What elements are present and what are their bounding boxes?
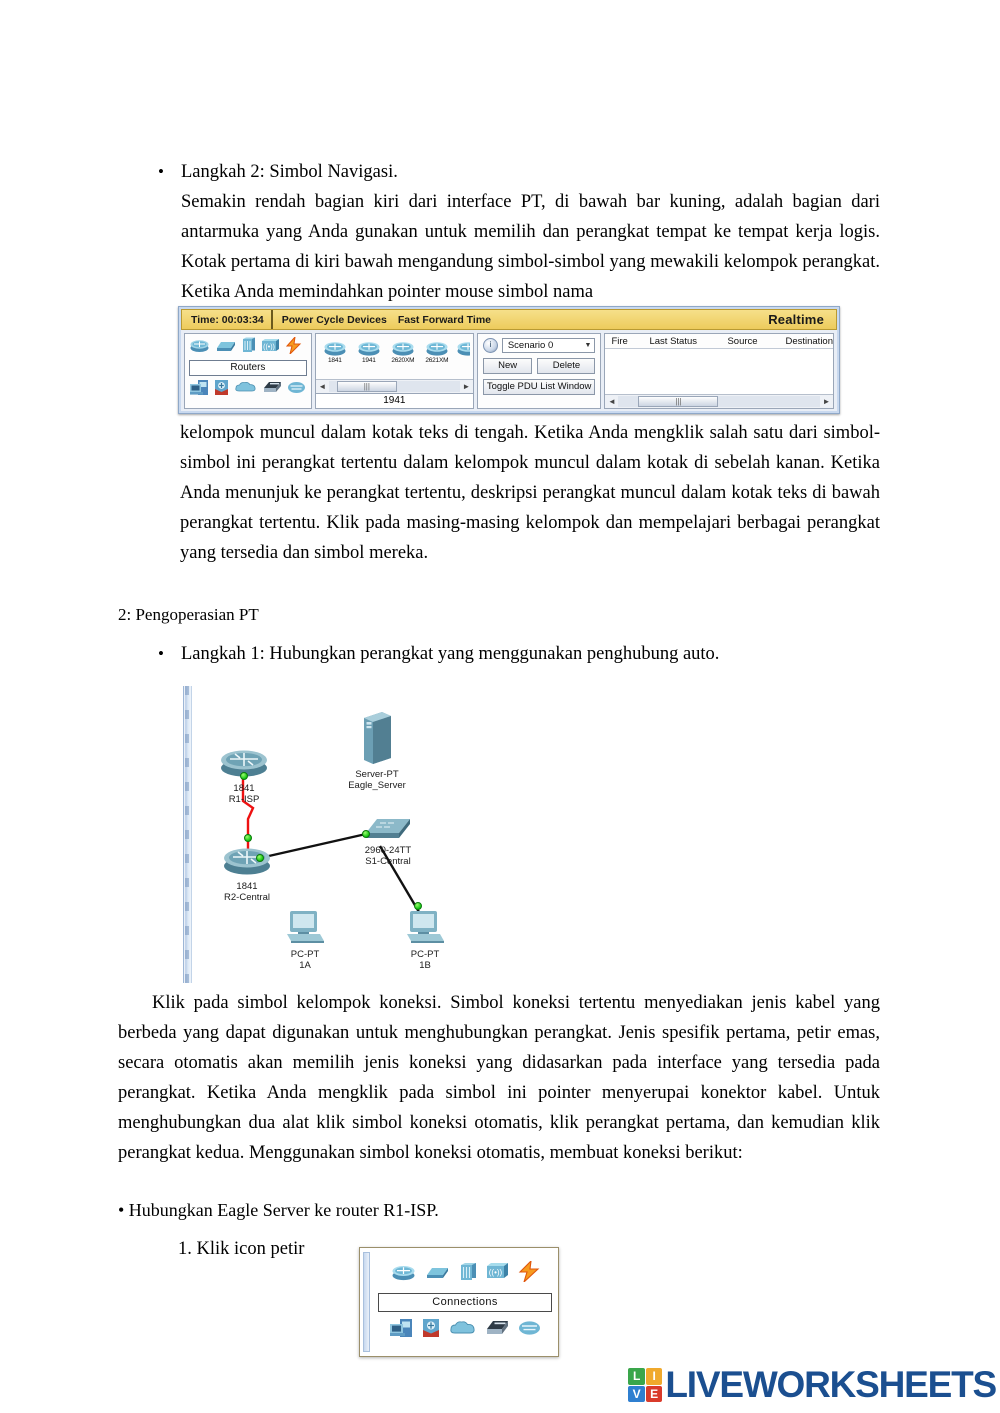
device-item[interactable] <box>422 338 452 377</box>
node-name-label: 1B <box>419 960 431 971</box>
delete-scenario-button[interactable]: Delete <box>537 358 595 374</box>
connections-lightning-icon[interactable] <box>285 337 302 359</box>
logo-wordmark: LIVEWORKSHEETS <box>665 1364 996 1405</box>
numbered-step-klik-icon-petir: 1. Klik icon petir <box>178 1239 305 1259</box>
device-type-selection-box[interactable] <box>184 333 312 409</box>
step2-body: Semakin rendah bagian kiri dari interface PT, di bawah bar kuning, adalah bagian dari antarmuka yang Anda gunakan untuk memilih dan perangkat tempat ke tempat kerja logis. Kotak pertama di kiri bawah mengandung simbol-simbol yang mewakili kelompok perangkat. Ketika Anda memindahkan pointer mouse simbol nama <box>181 192 880 302</box>
device-item[interactable] <box>354 338 384 377</box>
device-list-scrollbar[interactable] <box>316 379 473 393</box>
realtime-mode-label[interactable]: Realtime <box>768 312 824 327</box>
node-name-label: 1A <box>299 960 311 971</box>
router-icon <box>357 338 381 362</box>
column-header-last-status[interactable]: Last Status <box>649 335 697 347</box>
bullet-marker: • <box>158 162 164 181</box>
step1-bullet-block <box>155 639 880 669</box>
fast-forward-time-button[interactable]: Fast Forward Time <box>397 313 491 326</box>
device-label: 1841 <box>327 357 342 364</box>
pdu-list-window <box>604 333 834 409</box>
security-icon[interactable] <box>422 1318 441 1343</box>
node-model-label: Server-PT <box>355 769 399 780</box>
link-status-dot <box>362 830 370 838</box>
svg-text:((•)): ((•)) <box>263 343 275 351</box>
custom-device-icon[interactable] <box>484 1319 509 1342</box>
device-label: 2620XM <box>391 357 415 364</box>
device-item[interactable] <box>388 338 418 377</box>
wan-cloud-icon[interactable] <box>450 1320 475 1341</box>
connections-lightning-icon[interactable] <box>518 1261 540 1287</box>
node-model-label: PC-PT <box>290 949 320 960</box>
connection-paragraph: Klik pada simbol kelompok koneksi. Simbol koneksi tertentu menyediakan jenis kabel yang berbeda yang dapat digunakan untuk menghubungkan perangkat. Jenis spesifik pertama, petir emas, secara otomatis akan memilih jenis koneksi yang didasarkan pada interface yang tersedia pada perangkat. Ketika Anda mengklik pada simbol ini pointer menyerupai konektor kabel. Untuk menghubungkan dua alat klik simbol koneksi otomatis, klik perangkat pertama, dan kemudian klik perangkat kedua. Menggunakan simbol koneksi otomatis, membuat koneksi berikut: <box>118 993 880 1163</box>
scroll-left-arrow[interactable]: ◄ <box>608 397 616 406</box>
packet-tracer-screenshot <box>178 306 840 414</box>
hub-icon[interactable] <box>459 1262 477 1286</box>
server-icon <box>358 708 396 769</box>
link-status-dot <box>256 854 264 862</box>
topology-node-pc-1b[interactable] <box>395 908 455 971</box>
selected-device-name: 1941 <box>316 393 473 408</box>
scroll-left-arrow[interactable]: ◄ <box>318 382 327 391</box>
logo-tile-i: I <box>646 1368 663 1385</box>
pc-icon <box>284 908 326 949</box>
node-name-label: S1-Central <box>365 856 411 867</box>
column-header-fire[interactable]: Fire <box>611 335 628 347</box>
router-icon <box>425 338 449 362</box>
device-label: 1941 <box>361 357 376 364</box>
topology-node-r2-central[interactable] <box>208 842 286 903</box>
pdu-list-scrollbar[interactable] <box>605 394 833 408</box>
link-status-dot <box>414 902 422 910</box>
scroll-track[interactable] <box>329 381 460 392</box>
hub-icon[interactable] <box>241 337 256 358</box>
simulation-time-label: Time: 00:03:34 <box>182 310 273 329</box>
pt-toolbar <box>181 309 837 330</box>
panel-left-rail <box>363 1252 370 1352</box>
node-name-label: Eagle_Server <box>348 780 406 791</box>
device-item[interactable] <box>456 338 470 377</box>
step2-title: Langkah 2: Simbol Navigasi. <box>181 162 398 182</box>
node-name-label: R1-ISP <box>228 794 260 805</box>
connections-category-label: Connections <box>378 1293 552 1312</box>
scroll-track[interactable] <box>618 396 820 407</box>
router-icon <box>456 338 470 362</box>
security-icon[interactable] <box>214 379 230 401</box>
switch-icon <box>362 814 414 845</box>
device-label: 2621XM <box>425 357 449 364</box>
chevron-down-icon[interactable]: ▼ <box>584 342 592 349</box>
switch-icon[interactable] <box>215 338 236 357</box>
bullet-marker: • <box>158 644 164 663</box>
liveworksheets-logo <box>628 1366 996 1404</box>
topology-node-pc-1a[interactable] <box>275 908 335 971</box>
power-cycle-devices-button[interactable]: Power Cycle Devices <box>281 313 387 326</box>
end-devices-icon[interactable] <box>189 379 209 401</box>
connections-panel-screenshot <box>359 1247 559 1357</box>
column-header-destination[interactable]: Destination <box>785 335 833 347</box>
topology-node-eagle-server[interactable] <box>332 708 422 791</box>
wan-cloud-icon[interactable] <box>235 381 256 399</box>
device-specific-selection-box[interactable] <box>315 333 474 409</box>
device-item[interactable] <box>320 338 350 377</box>
scroll-right-arrow[interactable]: ► <box>822 397 831 406</box>
end-devices-icon[interactable] <box>389 1318 413 1343</box>
node-model-label: 2960-24TT <box>364 845 412 856</box>
column-header-source[interactable]: Source <box>727 335 758 347</box>
scroll-thumb[interactable]: ||| <box>638 396 718 407</box>
logo-tiles <box>628 1368 662 1402</box>
router-icon[interactable] <box>391 1262 416 1286</box>
device-category-row-1 <box>189 337 307 358</box>
scroll-right-arrow[interactable]: ► <box>462 382 471 391</box>
step2-bullet-block <box>155 157 880 307</box>
node-model-label: PC-PT <box>410 949 440 960</box>
topology-node-s1-central[interactable] <box>340 814 436 867</box>
connections-device-row-2 <box>378 1318 552 1344</box>
logo-tile-v: V <box>628 1386 645 1403</box>
link-status-dot <box>240 772 248 780</box>
step1-title: Langkah 1: Hubungkan perangkat yang menggunakan penghubung auto. <box>181 644 720 664</box>
router-icon <box>221 842 273 881</box>
scenario-selected-value: Scenario 0 <box>507 340 554 351</box>
toggle-pdu-list-window-button[interactable]: Toggle PDU List Window <box>483 379 596 395</box>
router-icon[interactable] <box>189 337 210 358</box>
logo-tile-e: E <box>646 1386 663 1403</box>
network-topology-diagram <box>180 686 480 983</box>
pdu-list-header <box>605 334 833 349</box>
custom-device-icon[interactable] <box>261 380 282 400</box>
new-scenario-button[interactable]: New <box>483 358 533 374</box>
wireless-icon[interactable] <box>261 338 280 358</box>
link-status-dot <box>244 834 252 842</box>
wireless-icon[interactable] <box>486 1262 509 1285</box>
scroll-thumb[interactable]: ||| <box>337 381 397 392</box>
router-icon <box>323 338 347 362</box>
svg-text:((•)): ((•)) <box>488 1268 502 1277</box>
node-model-label: 1841 <box>233 783 255 794</box>
device-category-row-2 <box>189 379 307 400</box>
pdu-list-body <box>605 349 833 394</box>
info-icon: i <box>483 338 498 353</box>
scenario-panel <box>477 333 602 409</box>
router-icon <box>391 338 415 362</box>
device-category-label: Routers <box>189 360 307 376</box>
connect-eagle-server-line: • Hubungkan Eagle Server ke router R1-ISP. <box>118 1200 439 1220</box>
pc-icon <box>404 908 446 949</box>
node-name-label: R2-Central <box>224 892 270 903</box>
device-list-grid <box>316 334 473 379</box>
multiuser-icon[interactable] <box>518 1320 541 1341</box>
connections-device-row-1 <box>378 1261 552 1287</box>
after-screenshot-paragraph: kelompok muncul dalam kotak teks di tengah. Ketika Anda mengklik salah satu dari simbol-simbol ini perangkat tertentu dalam kelompok muncul dalam kotak di sebelah kanan. Ketika Anda menunjuk ke perangkat tertentu, deskripsi perangkat muncul dalam kotak teks di bawah perangkat tertentu. Klik pada masing-masing kelompok dan mempelajari berbagai perangkat yang tersedia dan simbol mereka. <box>180 423 880 563</box>
section-heading-pengoperasian-pt: 2: Pengoperasian PT <box>118 605 259 624</box>
scenario-dropdown[interactable] <box>502 338 596 353</box>
logo-tile-l: L <box>628 1368 645 1385</box>
multiuser-icon[interactable] <box>287 381 306 399</box>
switch-icon[interactable] <box>425 1263 450 1285</box>
node-model-label: 1841 <box>236 881 258 892</box>
